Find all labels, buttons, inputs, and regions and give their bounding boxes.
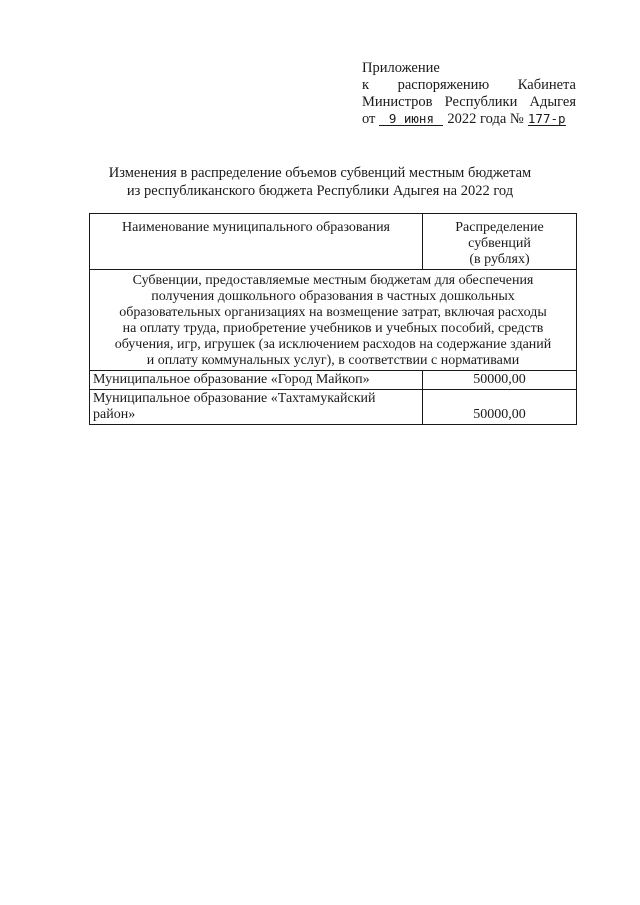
appendix-word: Кабинета xyxy=(517,77,576,93)
section-description xyxy=(90,270,577,371)
appendix-word: Республики xyxy=(444,94,518,110)
subvention-amount: 50000,00 xyxy=(423,390,577,425)
municipality-name: Муниципальное образование «Город Майкоп» xyxy=(90,371,423,390)
document-title xyxy=(80,164,560,200)
date-day-month: 9 июня xyxy=(379,112,443,126)
appendix-date-line xyxy=(362,111,576,128)
appendix-line-3 xyxy=(362,94,576,111)
section-line: получения дошкольного образования в частных дошкольных xyxy=(151,289,515,304)
title-line: Изменения в распределение объемов субвенций местным бюджетам xyxy=(108,165,532,181)
header-municipality: Наименование муниципального образования xyxy=(90,214,423,270)
subvention-table xyxy=(89,213,577,425)
document-number: 177-р xyxy=(527,111,566,126)
section-line: на оплату труда, приобретение учебников и учебных пособий, средств xyxy=(122,321,544,336)
section-line: и оплату коммунальных услуг), в соответствии с нормативами xyxy=(146,353,520,368)
section-line: Субвенции, предоставляемые местным бюджетам для обеспечения xyxy=(132,273,534,288)
header-distribution xyxy=(423,214,577,270)
appendix-line-2 xyxy=(362,77,576,94)
title-line: из республиканского бюджета Республики Адыгея на 2022 год xyxy=(126,183,514,199)
subvention-amount: 50000,00 xyxy=(423,371,577,390)
header-distribution-line: субвенций xyxy=(468,236,531,251)
header-distribution-line: Распределение xyxy=(455,220,544,235)
table-section-row xyxy=(90,270,577,371)
appendix-word: распоряжению xyxy=(397,77,490,93)
table-header-row xyxy=(90,214,577,270)
section-line: обучения, игр, игрушек (за исключением расходов на содержание зданий xyxy=(114,337,552,352)
table-row xyxy=(90,371,577,390)
appendix-header xyxy=(362,60,576,128)
section-line: образовательных организациях на возмещение затрат, включая расходы xyxy=(119,305,547,320)
municipality-name: Муниципальное образование «Тахтамукайский район» xyxy=(90,390,423,425)
date-prefix: от xyxy=(362,111,376,127)
table-row xyxy=(90,390,577,425)
appendix-label: Приложение xyxy=(362,60,440,76)
header-distribution-line: (в рублях) xyxy=(469,252,530,267)
appendix-word: Министров xyxy=(362,94,433,110)
date-year: 2022 года № xyxy=(447,111,524,127)
appendix-word: к xyxy=(362,77,370,93)
appendix-word: Адыгея xyxy=(529,94,576,110)
